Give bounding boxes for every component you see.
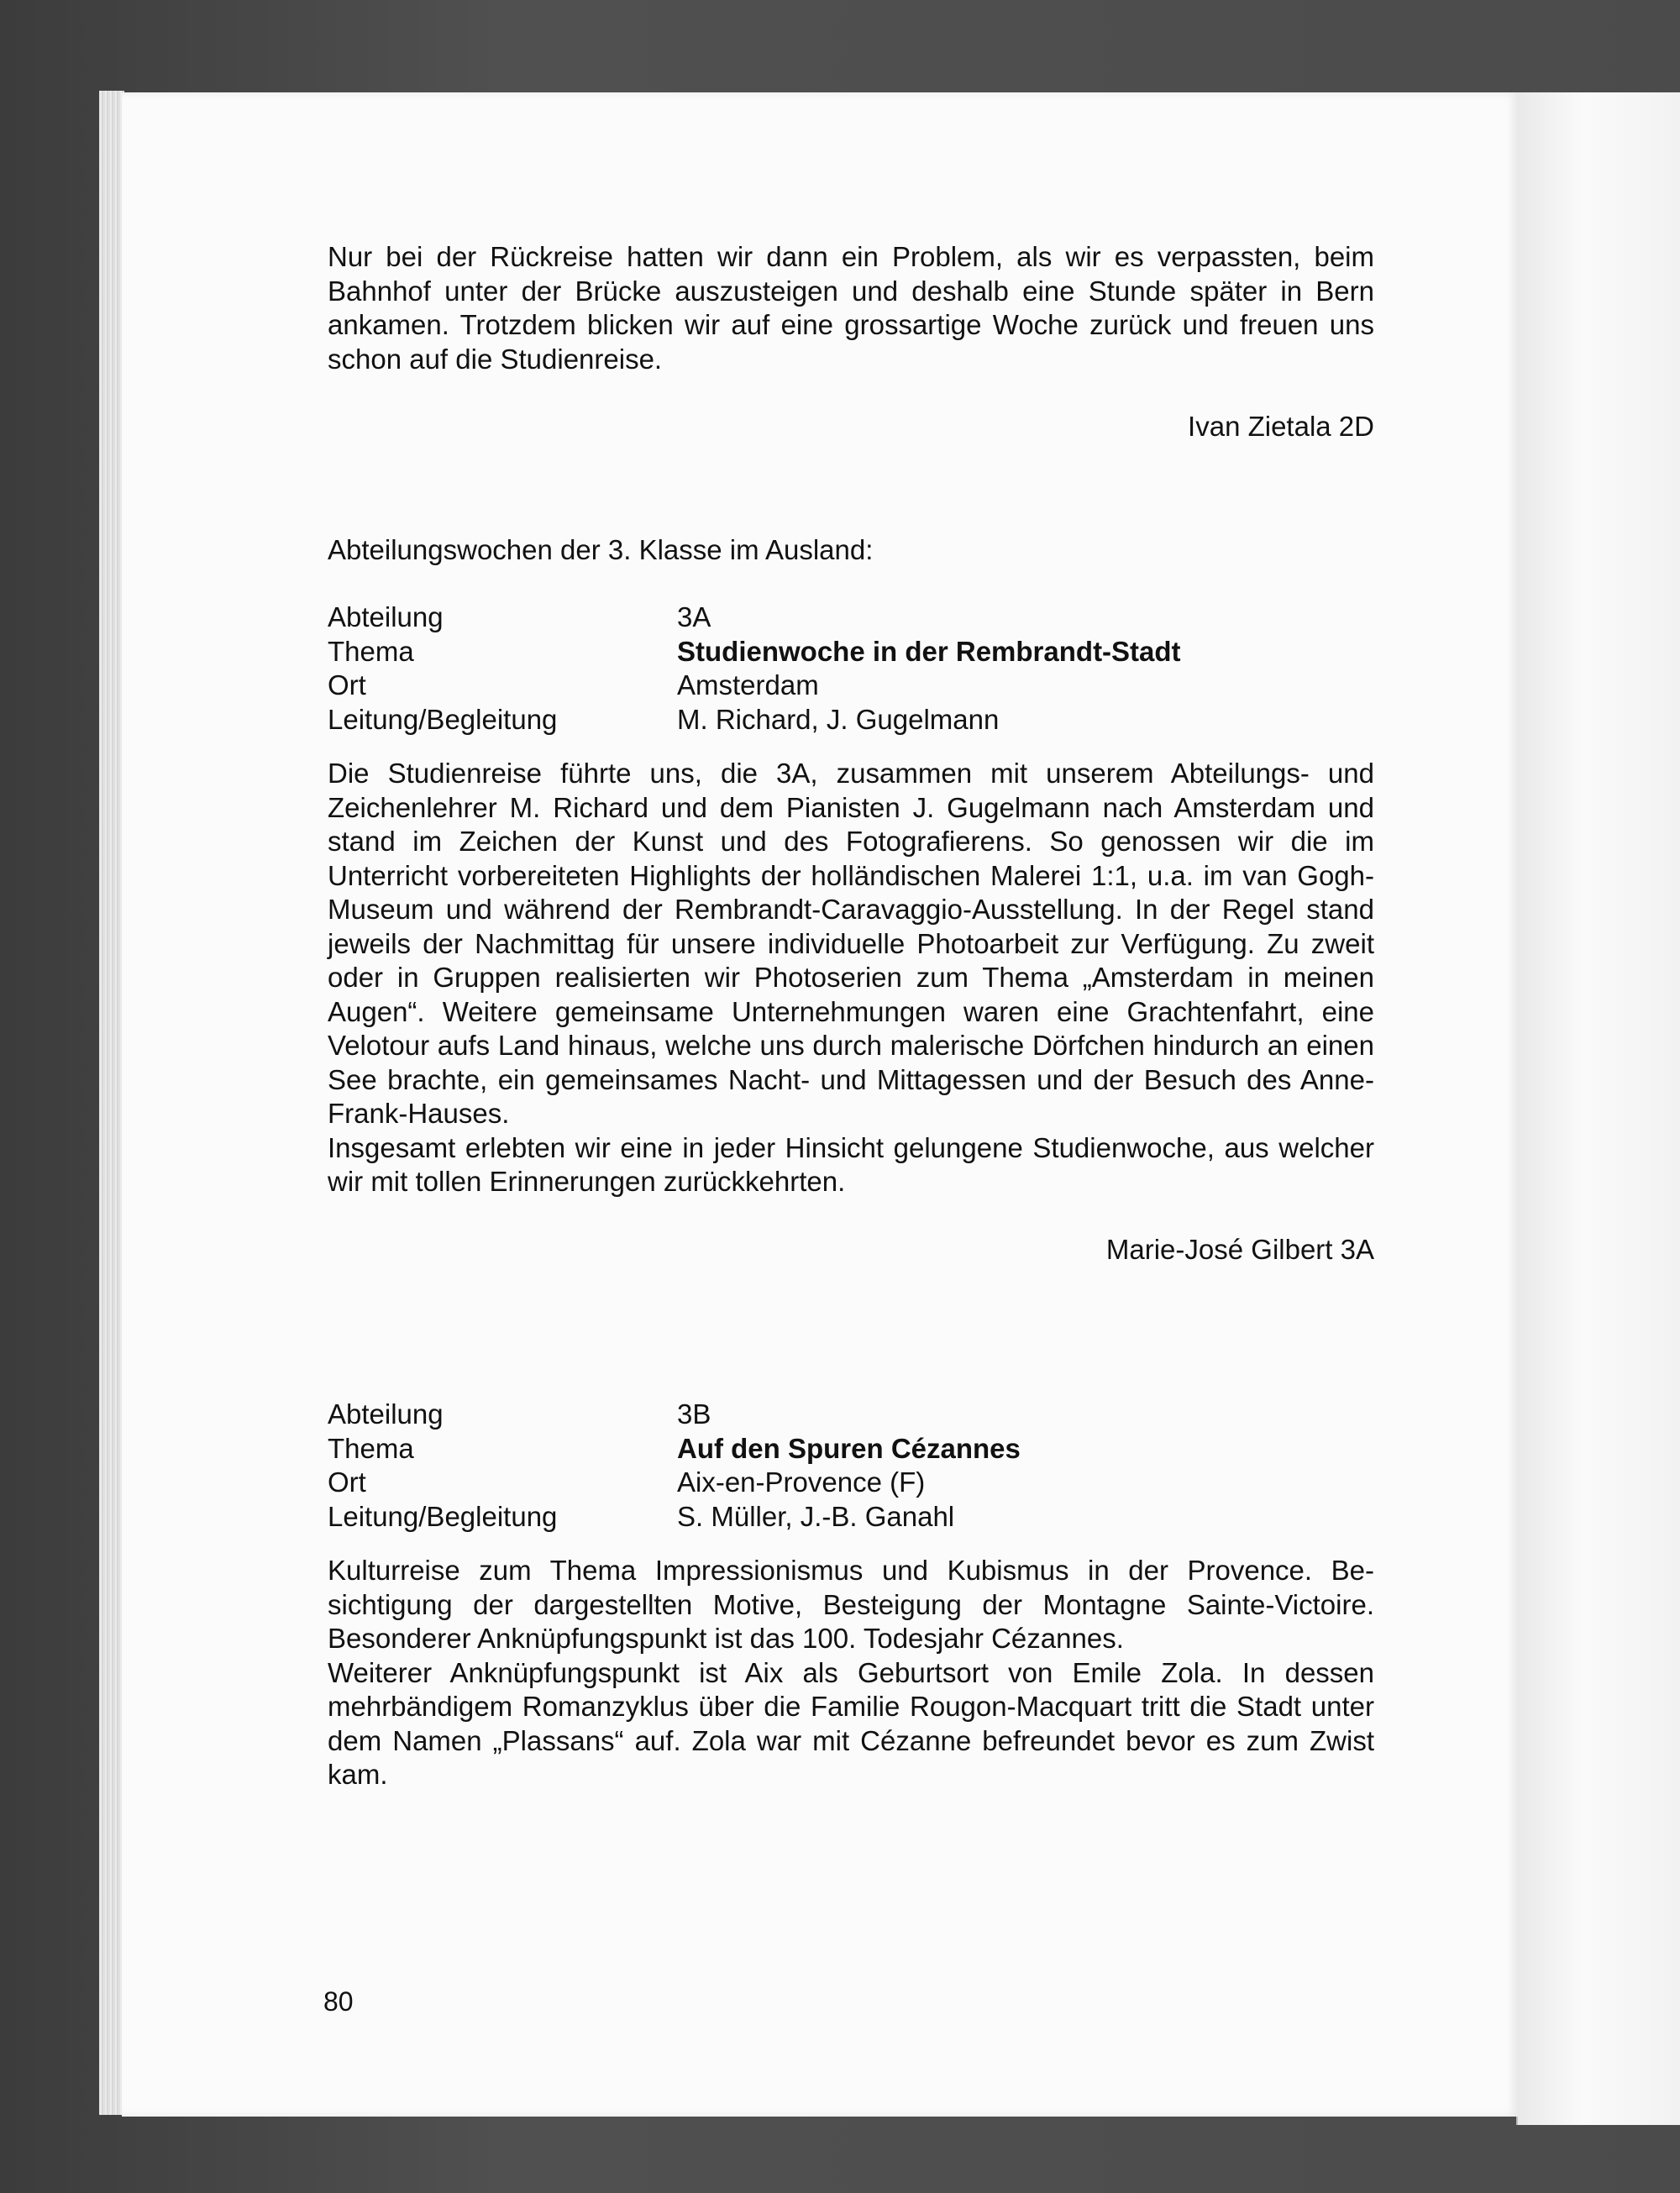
trip-3b-paragraph: Kulturreise zum Thema Impressionismus und Kubismus in der Provence. Besichtigung der dargestellten Motive, Besteigung der Montagne Sainte-Victoire. Besonderer Anknüpfungspunkt ist das 100. Todesjahr Cézannes. [328,1555,1374,1654]
page-number: 80 [323,1986,354,2017]
label-thema: Thema [328,1432,414,1464]
trip-3a-info [328,601,1374,737]
label-thema: Thema [328,635,414,667]
value-thema: Studienwoche in der Rembrandt-Stadt [677,635,1181,667]
value-thema: Auf den Spuren Cézannes [677,1432,1021,1464]
label-abteilung: Abteilung [328,601,444,632]
trip-3b-paragraph-2: Weiterer Anknüpfungspunkt ist Aix als Geburtsort von Emile Zola. In dessen mehrbändigem Romanzyklus über die Familie Rougon-Macquart tritt die Stadt unter dem Namen „Plassans“ auf. Zola war mit Cézanne befreundet bevor es zum Zwist kam. [328,1656,1374,1790]
trip-3a-paragraph: Die Studienreise führte uns, die 3A, zusammen mit unserem Abteilungs- und Zeichenlehrer M. Richard und dem Pianisten J. Gugelmann nach Amsterdam und stand im Zeichen der Kunst und des Fotografierens. So genossen wir die im Unterricht vorbereiteten Highlights der holländischen Malerei 1:1, u.a. im van Gogh-Museum und während der Rembrandt-Caravaggio-Ausstellung. In der Regel stand jeweils der Nachmittag für unsere individuelle Photoarbeit zur Verfügung. Zu zweit oder in Gruppen realisierten wir Photoserien zum Thema „Amsterdam in meinen Augen“. Weitere gemeinsame Unternehmungen waren eine Grachtenfahrt, eine Velotour aufs Land hinaus, welche uns durch malerische Dörfchen hindurch an einen See brachte, ein gemeinsames Nacht- und Mittagessen und der Besuch des Anne-Frank-Hauses. [328,758,1374,1129]
trip-3a-summary: Insgesamt erlebten wir eine in jeder Hinsicht gelungene Studienwoche, aus welcher wir mit tollen Erinnerungen zurückkehrten. [328,1131,1374,1197]
trip-3b-info [328,1398,1374,1534]
trip-3a-author: Marie-José Gilbert 3A [1105,1233,1374,1265]
value-leitung: S. Müller, J.-B. Ganahl [677,1500,955,1532]
label-abteilung: Abteilung [328,1398,444,1430]
label-ort: Ort [328,669,366,700]
value-abteilung: 3B [677,1398,711,1430]
report-author: Ivan Zietala 2D [1188,411,1374,442]
value-ort: Aix-en-Provence (F) [677,1466,926,1498]
report-closing-paragraph: Nur bei der Rückreise hatten wir dann ein Problem, als wir es verpassten, beim Bahnhof unter der Brücke auszusteigen und deshalb eine Stunde später in Bern ankamen. Trotzdem blicken wir auf eine grossartige Woche zurück und freuen uns schon auf die Studienreise. [328,241,1374,375]
facing-page-edge [1516,92,1680,2125]
label-leitung: Leitung/Begleitung [328,1500,558,1532]
page-edge-stack [99,91,124,2115]
label-leitung: Leitung/Begleitung [328,703,558,735]
section-heading: Abteilungswochen der 3. Klasse im Ausland: [328,533,874,565]
page-content [328,240,1374,1792]
value-ort: Amsterdam [677,669,819,700]
value-abteilung: 3A [677,601,711,632]
label-ort: Ort [328,1466,366,1498]
value-leitung: M. Richard, J. Gugelmann [677,703,1000,735]
